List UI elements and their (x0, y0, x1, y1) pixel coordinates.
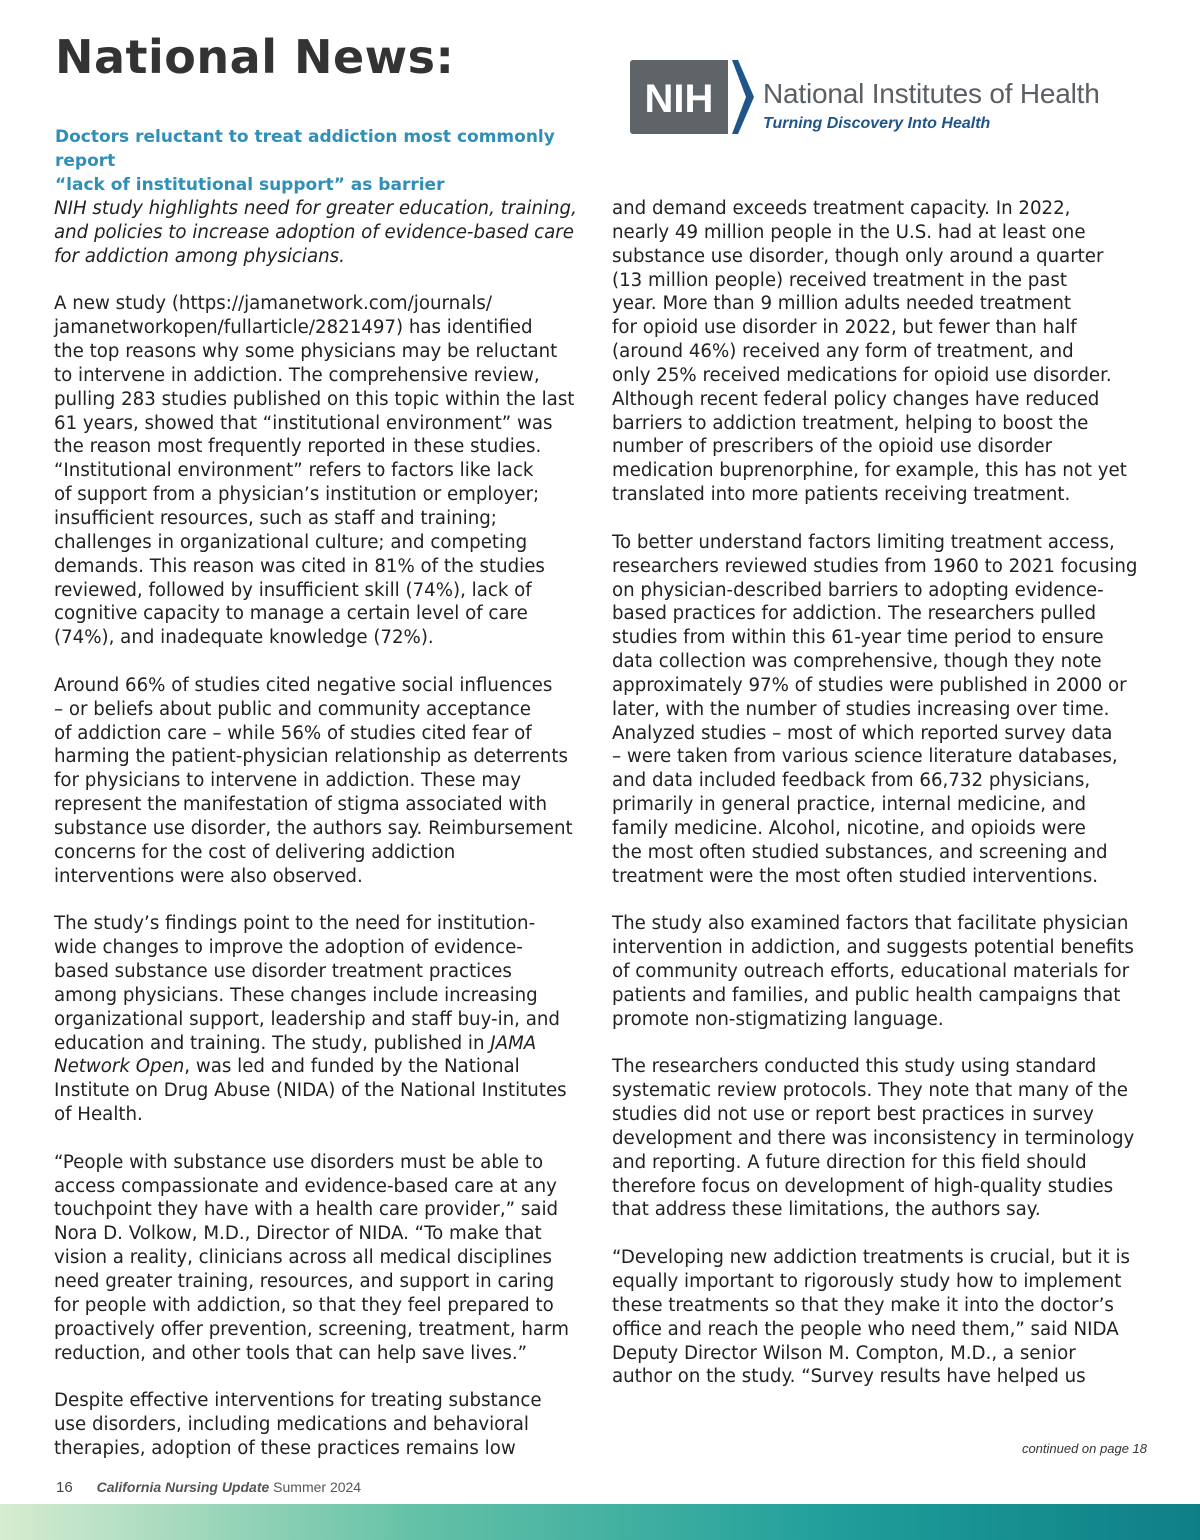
paragraph (612, 1055, 1157, 1222)
text-line: demands. This reason was cited in 81% of the studies (54, 555, 545, 577)
text-line: among physicians. These changes include increasing (54, 984, 538, 1006)
text-line (54, 1055, 599, 1079)
text-line: based practices for addiction. The researchers pulled (612, 603, 1097, 625)
text-line: (13 million people) received treatment in the past (612, 269, 1068, 291)
text-line: and demand exceeds treatment capacity. In 2022, (612, 198, 1071, 219)
text-line: data collection was comprehensive, though they note (612, 651, 1102, 673)
nih-logo (630, 58, 1150, 142)
text-line: these treatments so that they make it into the doctor’s (612, 1294, 1114, 1316)
continued-note: continued on page 18 (1021, 1441, 1147, 1456)
text-line: The study also examined factors that facilitate physician (612, 913, 1129, 935)
text-line: – or beliefs about public and community acceptance (54, 698, 531, 720)
right-column (612, 197, 1157, 1389)
text-line: systematic review protocols. They note that many of the (612, 1080, 1128, 1102)
text-line: The researchers conducted this study using standard (612, 1056, 1097, 1078)
text-line: family medicine. Alcohol, nicotine, and opioids were (612, 817, 1086, 839)
paragraph (612, 1246, 1157, 1389)
text-line: jamanetworkopen/fullarticle/2821497) has identified (54, 317, 533, 339)
text-line: touchpoint they have with a health care provider,” said (54, 1199, 559, 1221)
text-line: approximately 97% of studies were published in 2000 or (612, 674, 1127, 696)
paragraph (54, 674, 599, 889)
text-line: therapies, adoption of these practices remains low (54, 1437, 516, 1459)
text-line: medication buprenorphine, for example, this has not yet (612, 460, 1127, 482)
footer-band (0, 1504, 1200, 1540)
paragraph (54, 1389, 599, 1461)
text-line: only 25% received medications for opioid use disorder. (612, 364, 1112, 386)
text-line: vision a reality, clinicians across all medical disciplines (54, 1247, 552, 1269)
text-line: the top reasons why some physicians may be reluctant (54, 341, 558, 363)
text-line: wide changes to improve the adoption of evidence- (54, 937, 523, 959)
text-line: need greater training, resources, and support in caring (54, 1270, 555, 1292)
paragraph (54, 912, 599, 1127)
text-line: studies from within this 61-year time period to ensure (612, 627, 1104, 649)
nih-logo-name: National Institutes of Health (763, 78, 1100, 109)
text-fragment: , was led and funded by the National (184, 1056, 520, 1078)
headline-line: “lack of institutional support” as barrier (55, 175, 445, 195)
text-line: proactively offer prevention, screening, treatment, harm (54, 1318, 569, 1340)
nih-logo-mark-text: NIH (644, 77, 714, 121)
text-line: organizational support, leadership and staff buy-in, and (54, 1008, 560, 1030)
text-line: of addiction care – while 56% of studies cited fear of (54, 722, 532, 744)
text-line (54, 1032, 599, 1056)
paragraph (612, 531, 1157, 889)
text-line: development and there was inconsistency in terminology (612, 1127, 1135, 1149)
text-line: promote non-stigmatizing language. (612, 1008, 944, 1030)
text-line: of community outreach efforts, educational materials for (612, 961, 1130, 982)
text-line: for opioid use disorder in 2022, but fewer than half (612, 317, 1077, 339)
text-line: Nora D. Volkow, M.D., Director of NIDA. “To make that (54, 1223, 542, 1245)
text-line: cognitive capacity to manage a certain level of care (54, 603, 528, 625)
text-line: for addiction among physicians. (54, 245, 345, 267)
text-line: harming the patient-physician relationship as deterrents (54, 746, 568, 768)
text-line: for people with addiction, so that they feel prepared to (54, 1294, 554, 1316)
text-line: represent the manifestation of stigma associated with (54, 794, 548, 816)
text-fragment: education and training. The study, published in (54, 1032, 491, 1054)
text-line: that address these limitations, the authors say. (612, 1199, 1041, 1221)
text-line: and reporting. A future direction for this field should (612, 1151, 1087, 1173)
journal-name: JAMA (490, 1032, 537, 1054)
text-line: NIH study highlights need for greater education, training, (54, 198, 577, 219)
text-line: Analyzed studies – most of which reported survey data (612, 722, 1113, 744)
text-line: the reason most frequently reported in these studies. (54, 436, 542, 458)
left-column (54, 197, 599, 1461)
journal-name: Network Open (54, 1056, 185, 1078)
text-line: patients and families, and public health campaigns that (612, 984, 1121, 1006)
text-line: (74%), and inadequate knowledge (72%). (54, 627, 434, 649)
text-line: Although recent federal policy changes have reduced (612, 388, 1100, 410)
text-line: translated into more patients receiving treatment. (612, 484, 1071, 506)
text-line: access compassionate and evidence-based care at any (54, 1175, 557, 1197)
text-line: the most often studied substances, and screening and (612, 841, 1108, 863)
text-line: 61 years, showed that “institutional environment” was (54, 412, 553, 434)
text-line: therefore focus on development of high-quality studies (612, 1175, 1114, 1197)
text-line: concerns for the cost of delivering addiction (54, 841, 456, 863)
article-headline (55, 125, 615, 197)
page-number: 16 (56, 1479, 73, 1496)
text-line: year. More than 9 million adults needed treatment (612, 293, 1072, 315)
text-line: “Institutional environment” refers to factors like lack (54, 460, 534, 482)
text-line: Deputy Director Wilson M. Compton, M.D., a senior (612, 1342, 1076, 1364)
nih-logo-tagline: Turning Discovery Into Health (763, 115, 991, 132)
text-line: and data included feedback from 66,732 physicians, (612, 770, 1091, 792)
text-line: reviewed, followed by insufficient skill (74%), lack of (54, 579, 532, 601)
text-line: reduction, and other tools that can help save lives.” (54, 1342, 528, 1364)
text-line: The study’s findings point to the need for institution- (54, 913, 536, 935)
issue-label: Summer 2024 (273, 1479, 362, 1495)
text-line: To better understand factors limiting treatment access, (612, 531, 1115, 553)
page-title: National News: (55, 30, 455, 84)
paragraph (54, 292, 599, 650)
text-line: substance use disorder, though only around a quarter (612, 245, 1104, 267)
text-line: studies did not use or report best practices in survey (612, 1104, 1094, 1126)
text-line: interventions were also observed. (54, 865, 363, 887)
text-line: of Health. (54, 1104, 143, 1126)
text-line: Around 66% of studies cited negative social influences (54, 674, 553, 696)
text-line: barriers to addiction treatment, helping to boost the (612, 412, 1089, 434)
text-line: treatment were the most often studied interventions. (612, 865, 1099, 887)
paragraph (612, 912, 1157, 1031)
text-line: Despite effective interventions for treating substance (54, 1390, 542, 1412)
text-line: and policies to increase adoption of evidence-based care (54, 221, 574, 243)
text-line: use disorders, including medications and behavioral (54, 1414, 529, 1436)
text-line: number of prescribers of the opioid use disorder (612, 436, 1053, 458)
text-line: challenges in organizational culture; and competing (54, 531, 528, 553)
text-line: A new study (https://jamanetwork.com/journals/ (54, 293, 492, 315)
text-line: (around 46%) received any form of treatment, and (612, 341, 1074, 363)
publication-name: California Nursing Update (96, 1479, 270, 1495)
text-line: on physician-described barriers to adopting evidence- (612, 579, 1104, 601)
text-line: researchers reviewed studies from 1960 to 2021 focusing (612, 555, 1138, 577)
text-line: equally important to rigorously study how to implement (612, 1270, 1122, 1292)
article-intro (54, 197, 599, 269)
text-line: “Developing new addiction treatments is crucial, but it is (612, 1247, 1131, 1269)
text-line: of support from a physician’s institution or employer; (54, 484, 540, 506)
text-line: insufficient resources, such as staff and training; (54, 507, 497, 529)
text-line: based substance use disorder treatment practices (54, 961, 512, 982)
text-line: primarily in general practice, internal medicine, and (612, 794, 1087, 816)
text-line: office and reach the people who need them,” said NIDA (612, 1318, 1119, 1340)
text-line: to intervene in addiction. The comprehensive review, (54, 364, 540, 386)
paragraph (54, 1151, 599, 1366)
text-line: – were taken from various science literature databases, (612, 746, 1118, 768)
nih-logo-mark (630, 58, 754, 136)
text-line: substance use disorder, the authors say. Reimbursement (54, 817, 573, 839)
paragraph (612, 197, 1157, 507)
text-line: nearly 49 million people in the U.S. had at least one (612, 221, 1086, 243)
text-line: Institute on Drug Abuse (NIDA) of the National Institutes (54, 1080, 567, 1102)
page-footer (56, 1479, 361, 1496)
text-line: for physicians to intervene in addiction. These may (54, 770, 521, 792)
headline-line: Doctors reluctant to treat addiction most commonly report (55, 127, 555, 171)
text-line: author on the study. “Survey results have helped us (612, 1366, 1086, 1388)
text-line: pulling 283 studies published on this topic within the last (54, 388, 575, 410)
text-line: intervention in addiction, and suggests potential benefits (612, 937, 1134, 959)
text-line: “People with substance use disorders must be able to (54, 1151, 544, 1173)
text-line: later, with the number of studies increasing over time. (612, 698, 1110, 720)
